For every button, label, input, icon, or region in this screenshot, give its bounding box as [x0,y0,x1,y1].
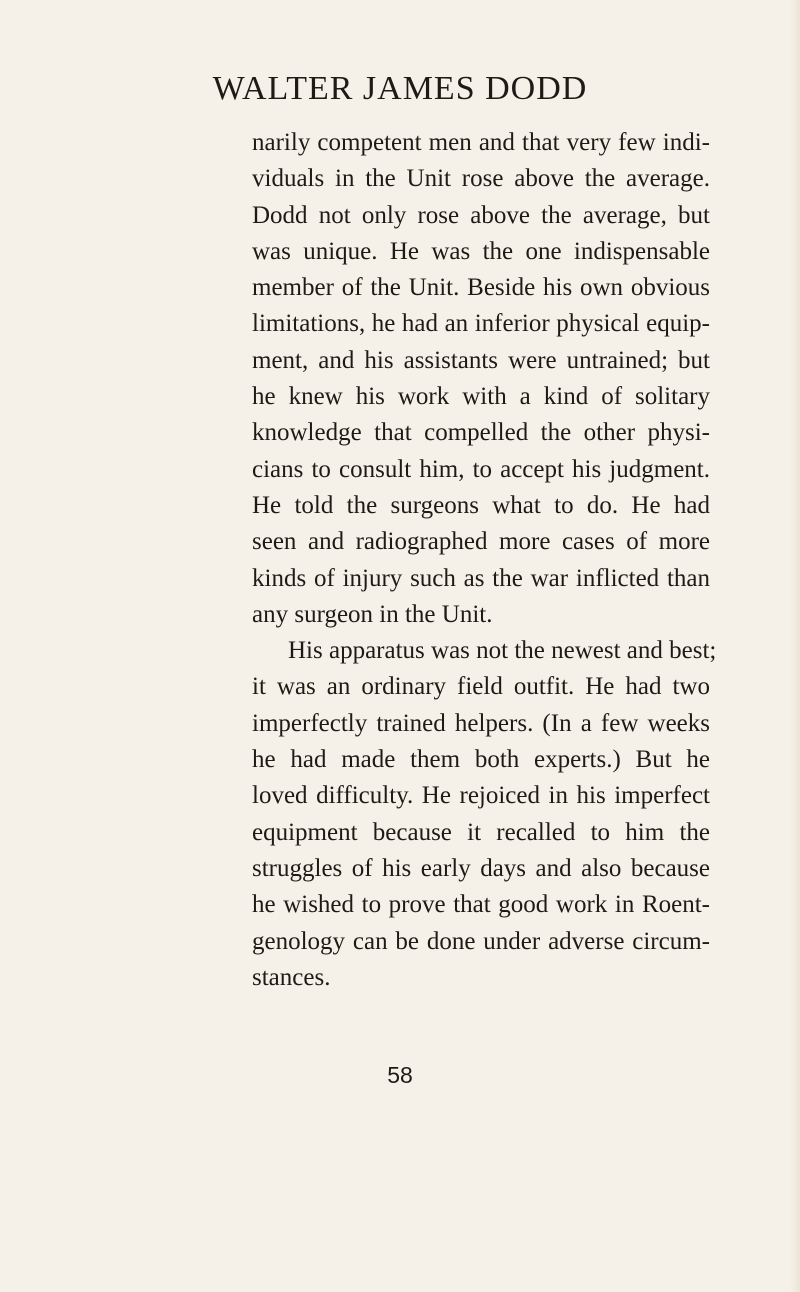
page-number: 58 [387,1062,413,1088]
text-line: knowledge that compelled the other physi- [252,419,710,447]
text-line: member of the Unit. Beside his own obvious [252,274,710,302]
text-line: he wished to prove that good work in Roent- [252,891,710,919]
text-line: ment, and his assistants were untrained; but [252,346,710,374]
text-line: limitations, he had an inferior physical equip- [252,310,710,338]
text-line: equipment because it recalled to him the [252,818,710,846]
text-line: viduals in the Unit rose above the average. [252,165,710,193]
running-head: WALTER JAMES DODD [212,70,588,107]
text-line: imperfectly trained helpers. (In a few weeks [252,709,710,737]
text-line: he had made them both experts.) But he [252,746,710,774]
text-line: stances. [252,963,331,991]
text-line: genology can be done under adverse circum- [252,927,710,955]
text-line: seen and radiographed more cases of more [252,528,710,556]
text-line: loved difficulty. He rejoiced in his imperfect [252,782,710,810]
text-line: struggles of his early days and also because [252,854,710,882]
text-line: any surgeon in the Unit. [252,600,493,628]
text-line: He told the surgeons what to do. He had [252,491,710,519]
text-line: kinds of injury such as the war inflicted than [252,564,710,592]
text-line: it was an ordinary field outfit. He had two [252,673,710,701]
text-line: narily competent men and that very few indi- [252,129,710,156]
text-line: Dodd not only rose above the average, but [252,201,710,229]
page-edge [790,0,800,1292]
text-line: cians to consult him, to accept his judgment. [252,455,710,483]
body-text [252,125,717,996]
text-line: His apparatus was not the newest and best; [288,637,717,665]
text-line: was unique. He was the one indispensable [252,237,710,265]
text-line: he knew his work with a kind of solitary [252,383,710,411]
